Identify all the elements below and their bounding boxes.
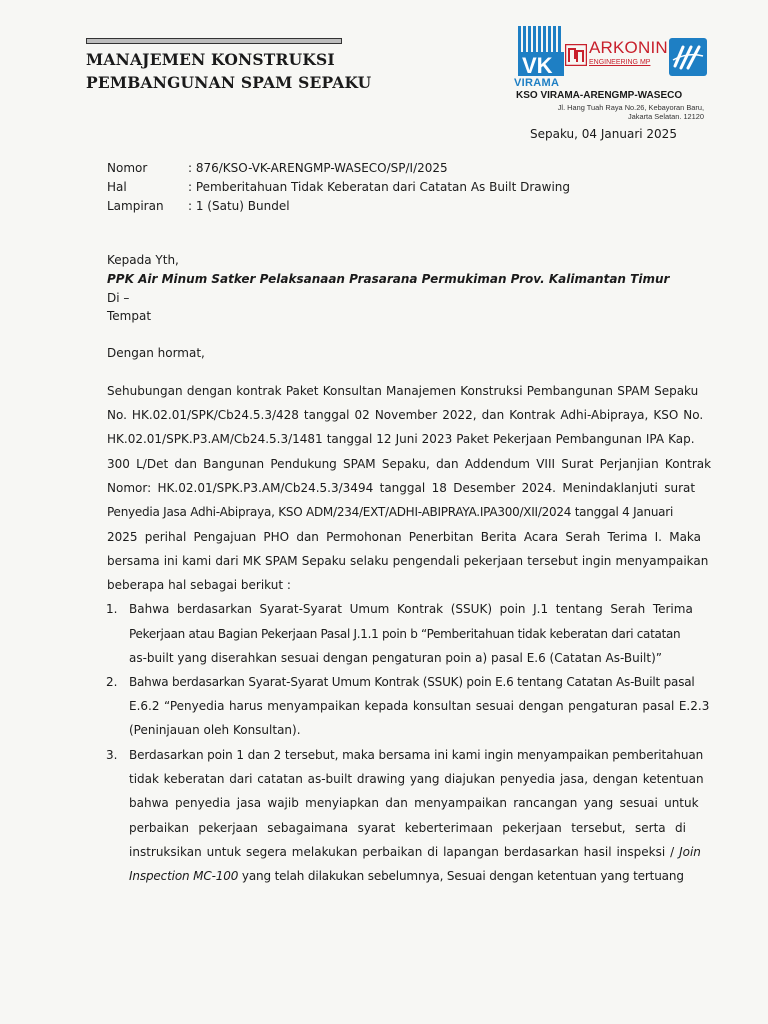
point-line-text: yang telah dilakukan sebelumnya, Sesuai dengan ketentuan yang tertuang <box>238 869 684 883</box>
intro-line: Sehubungan dengan kontrak Paket Konsultan Manajemen Konstruksi Pembangunan SPAM Sepaku <box>107 384 699 398</box>
meta-hal-value: : Pemberitahuan Tidak Keberatan dari Catatan As Built Drawing <box>188 180 571 194</box>
point-line: tidak keberatan dari catatan as-built drawing yang diajukan penyedia jasa, dengan ketentuan <box>129 772 704 786</box>
intro-line: Nomor: HK.02.01/SPK.P3.AM/Cb24.5.3/3494 tanggal 18 Desember 2024. Menindaklanjuti surat <box>107 481 696 495</box>
kso-address <box>518 103 704 121</box>
meta-lampiran-label: Lampiran <box>107 199 164 213</box>
vk-logo-name: VIRAMA <box>514 77 560 89</box>
arkonin-logo-name: ARKONIN <box>589 38 668 57</box>
point-number: 3. <box>106 748 118 762</box>
letterhead-title <box>86 48 371 94</box>
point-line-text: instruksikan untuk segera melakukan perbaikan di lapangan berdasarkan hasil inspeksi / <box>129 845 675 859</box>
intro-line: 300 L/Det dan Bangunan Pendukung SPAM Sepaku, dan Addendum VIII Surat Perjanjian Kontrak <box>107 457 712 471</box>
point-line: Bahwa berdasarkan Syarat-Syarat Umum Kontrak (SSUK) poin J.1 tentang Serah Terima <box>129 602 693 616</box>
intro-line: 2025 perihal Pengajuan PHO dan Permohonan Penerbitan Berita Acara Serah Terima I. Maka <box>107 530 702 544</box>
recipient-name: PPK Air Minum Satker Pelaksanaan Prasarana Permukiman Prov. Kalimantan Timur <box>107 272 670 286</box>
intro-line: HK.02.01/SPK.P3.AM/Cb24.5.3/1481 tanggal 12 Juni 2023 Paket Pekerjaan Pembangunan IPA Kap. <box>107 432 695 446</box>
recipient-salutation: Kepada Yth, <box>107 253 179 267</box>
point-line-italic: Inspection MC-100 <box>129 869 239 883</box>
recipient-place: Tempat <box>107 309 152 323</box>
kso-address-line1: Jl. Hang Tuah Raya No.26, Kebayoran Baru, <box>557 103 704 112</box>
meta-nomor-value: : 876/KSO-VK-ARENGMP-WASECO/SP/I/2025 <box>188 161 448 175</box>
letterhead-title-line2: PEMBANGUNAN SPAM SEPAKU <box>86 73 372 92</box>
point-line: perbaikan pekerjaan sebagaimana syarat keberterimaan pekerjaan tersebut, serta di <box>129 821 687 835</box>
point-line: as-built yang diserahkan sesuai dengan pengaturan poin a) pasal E.6 (Catatan As-Built)” <box>129 651 662 665</box>
point-line: Pekerjaan atau Bagian Pekerjaan Pasal J.1.1 poin b “Pemberitahuan tidak keberatan dari catatan <box>129 627 681 641</box>
intro-line: Penyedia Jasa Adhi-Abipraya, KSO ADM/234/EXT/ADHI-ABIPRAYA.IPA300/XII/2024 tanggal 4 Januari <box>107 505 674 519</box>
recipient-di: Di – <box>107 291 130 305</box>
letterhead-title-line1: MANAJEMEN KONSTRUKSI <box>86 50 335 69</box>
point-line <box>129 844 701 860</box>
waseco-logo <box>669 38 707 76</box>
kso-address-line2: Jakarta Selatan. 12120 <box>627 112 704 121</box>
point-number: 1. <box>106 602 118 616</box>
point-line-italic: Join <box>679 845 701 859</box>
meta-hal-label: Hal <box>107 180 127 194</box>
kso-name: KSO VIRAMA-ARENGMP-WASECO <box>516 90 683 101</box>
point-line <box>129 868 684 884</box>
intro-line: bersama ini kami dari MK SPAM Sepaku selaku pengendali pekerjaan tersebut ingin menyampaikan <box>107 554 709 568</box>
point-line: E.6.2 “Penyedia harus menyampaikan kepada konsultan sesuai dengan pengaturan pasal E.2.3 <box>129 699 710 713</box>
letter-date: Sepaku, 04 Januari 2025 <box>530 127 677 141</box>
point-line: Berdasarkan poin 1 dan 2 tersebut, maka bersama ini kami ingin menyampaikan pemberitahuan <box>129 748 704 762</box>
arkonin-logo-mark <box>565 44 587 66</box>
meta-lampiran-value: : 1 (Satu) Bundel <box>188 199 290 213</box>
intro-line: No. HK.02.01/SPK/Cb24.5.3/428 tanggal 02 November 2022, dan Kontrak Adhi-Abipraya, KSO No. <box>107 408 704 422</box>
point-line: Bahwa berdasarkan Syarat-Syarat Umum Kontrak (SSUK) poin E.6 tentang Catatan As-Built pasal <box>129 675 695 689</box>
meta-nomor-label: Nomor <box>107 161 148 175</box>
header-rule <box>86 38 342 44</box>
intro-line: beberapa hal sebagai berikut : <box>107 578 291 592</box>
arkonin-logo-sub: ENGINEERING MP <box>589 59 651 66</box>
vk-logo-text: VK <box>522 53 553 78</box>
point-line: (Peninjauan oleh Konsultan). <box>129 723 301 737</box>
greeting: Dengan hormat, <box>107 346 205 360</box>
point-line: bahwa penyedia jasa wajib menyiapkan dan menyampaikan rancangan yang sesuai untuk <box>129 796 699 810</box>
point-number: 2. <box>106 675 118 689</box>
